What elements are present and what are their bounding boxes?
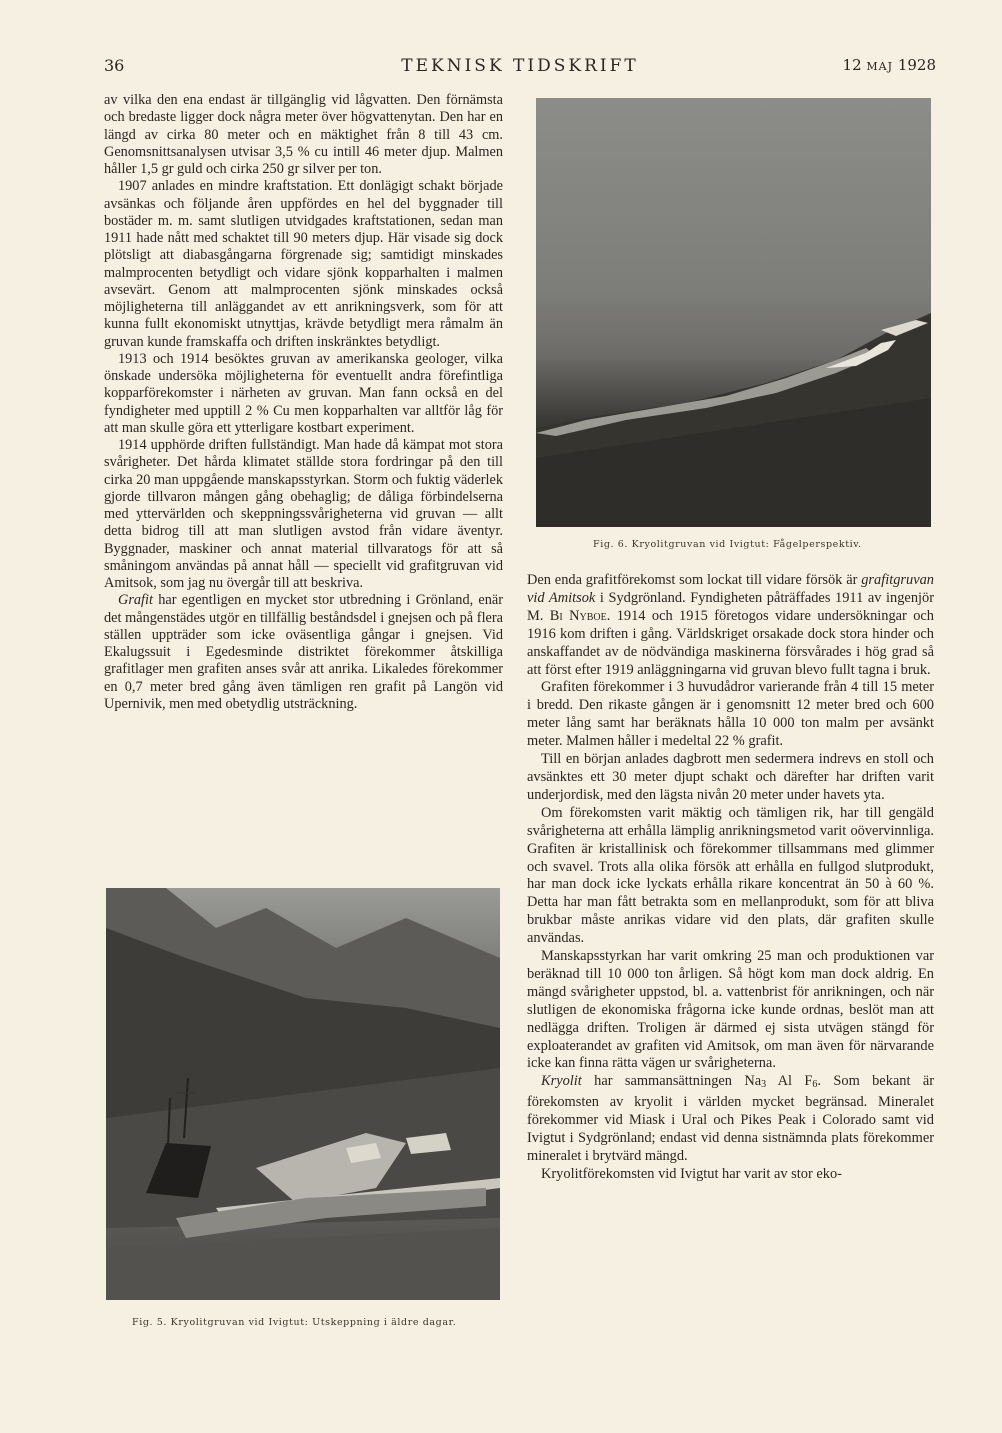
running-header [104,56,936,84]
paragraph: 1907 anlades en mindre kraftstation. Ett donlägigt schakt började avsänkas och följande åren uppfördes en hel del byggnader till bostäder m. m. samt slutligen utvidgades kraftstationen, sedan man 1911 hade nått med schaktet till 90 meters djup. Här visade sig dock plötsligt att diabasgångarna förgrenade sig; samtidigt minskades malmprocenten betydligt och vidare sjönk kopparhalten i malmen avsevärt. Genom att malmprocenten sjönk minskades också möjligheterna till anläggandet av ett anrikningsverk, som för att kunna fullt ekonomiskt utnyttjas, krävde betydligt mera råmalm än gruvan kunde framskaffa och driften inskränktes betydligt. [104,178,503,350]
issue-date: 12 MAJ 1928 [842,56,936,74]
paragraph-grafit: Grafit har egentligen en mycket stor utbredning i Grönland, enär det mångenstädes utgör en tillfällig beståndsdel i gnejsen och på flera ställen uppträder som icke oväsentliga gångar i gnejsen. Vid Ekalugssuit i Egedesminde distriktet förekommer åtskilliga grafitlager men grafiten anses svår att anrika. Likaledes förekommer en 0,7 meter bred gång även tämligen ren grafit på Langön vid Upernivik, men med obetydlig utsträckning. [104,592,503,712]
paragraph: Den enda grafitförekomst som lockat till vidare försök är grafitgruvan vid Amitsok i Sydgrönland. Fyndigheten påträffades 1911 av ingenjör M. Bi Nyboe. 1914 och 1915 företogos vidare undersökningar och 1916 kom driften i gång. Världskriget orsakade dock stora hinder och anskaffandet av de nödvändiga maskinerna försvårades i hög grad så att först efter 1919 anläggningarna vid gruvan blevo fullt tagna i bruk. [527,572,935,678]
left-column [104,92,503,713]
figure-6-photo [536,98,931,527]
paragraph-kryolit: Kryolit har sammansättningen $Na_3$ Al $F_6$. Som bekant är förekomsten av kryolit i världen mycket begränsad. Mineralet förekommer vid Miask i Ural och Pikes Peak i Colorado samt vid Ivigtut i Sydgrönland; endast vid denna sistnämnda plats förekommer mineralet i brytvärd mängd. [527,1073,935,1164]
journal-title: TEKNISK TIDSKRIFT [401,56,639,76]
paragraph: Manskapsstyrkan har varit omkring 25 man och produktionen var beräknad till 10 000 ton årligen. Så högt kom man dock aldrig. En mängd svårigheter uppstod, bl. a. vattenbrist för anrikningen, och när slutligen de ekonomiska frågorna icke kunde ordnas, beslöt man att nedlägga driften. Troligen är därmed ej sista utvägen stängd för exploaterandet av grafiten vid Amitsok, om man även för närvarande icke kan finna rätta vägen ur svårigheterna. [527,948,934,1072]
paragraph: Till en början anlades dagbrott men sedermera indrevs en stoll och avsänktes ett 30 meter djupt schakt och därefter har driften varit underjordisk, med den lägsta nivån 20 meter under havets yta. [527,751,934,803]
paragraph: 1914 upphörde driften fullständigt. Man hade då kämpat mot stora svårigheter. Det hårda klimatet ställde stora fordringar på den till cirka 20 man uppgående manskapsstyrkan. Storm och fuktig väderlek gjorde tillvaron mången gång obehaglig; de dåliga förbindelserna med yttervärlden och skeppningssvårigheterna vid gruvan — allt detta bidrog till att man slutligen avstod från vidare äventyr. Byggnader, maskiner och annat material tillvaratogs för att så småningom användas på annat håll — speciellt vid grafitgruvan vid Amitsok, som jag nu övergår till att beskriva. [104,437,504,591]
paragraph: Om förekomsten varit mäktig och tämligen rik, har till gengäld svårigheterna att erhålla lämplig anrikningsmetod varit oövervinnliga. Grafiten är kristallinisk och förekommer tillsammans med glimmer och svavel. Trots alla olika försök att erhålla en fullgod slutprodukt, har man dock icke lyckats erhålla rikare koncentrat än 50 à 60 %. Detta har man fått betrakta som en mellanprodukt, som för att bliva brukbar måste anrikas vidare vid den plats, där grafiten skulle användas. [527,804,934,947]
paragraph: Grafiten förekommer i 3 huvudådror varierande från 4 till 15 meter i bredd. Den rikaste gången är i genomsnitt 12 meter bred och 600 meter lång samt har beräknats hålla 10 000 ton malm per avsänkt meter. Malmen håller i medeltal 22 % grafit. [527,679,934,750]
right-column [527,572,934,1184]
page-number: 36 [104,56,125,75]
figure-6-caption: Fig. 6. Kryolitgruvan vid Ivigtut: Fågelperspektiv. [593,539,862,550]
paragraph: 1913 och 1914 besöktes gruvan av amerikanska geologer, vilka önskade undersöka möjligheterna för eventuellt andra förefintliga kopparförekomster i närheten av gruvan. Man fann också en del fyndigheter med upptill 2 % Cu men kopparhalten var alltför låg för att man skulle göra ett ytterligare kostbart experiment. [104,350,503,436]
figure-5-photo [106,888,500,1300]
paragraph: Kryolitförekomsten vid Ivigtut har varit av stor eko- [541,1165,842,1182]
figure-5-caption: Fig. 5. Kryolitgruvan vid Ivigtut: Utskeppning i äldre dagar. [132,1317,457,1328]
paragraph: av vilka den ena endast är tillgänglig vid lågvatten. Den förnämsta och bredaste ligger dock några meter över högvattenytan. Den har en längd av cirka 80 meter och en mäktighet från 8 till 43 cm. Genomsnittsanalysen utvisar 3,5 % cu intill 46 meter djup. Malmen håller 1,5 gr guld och cirka 250 gr silver per ton. [104,92,503,177]
